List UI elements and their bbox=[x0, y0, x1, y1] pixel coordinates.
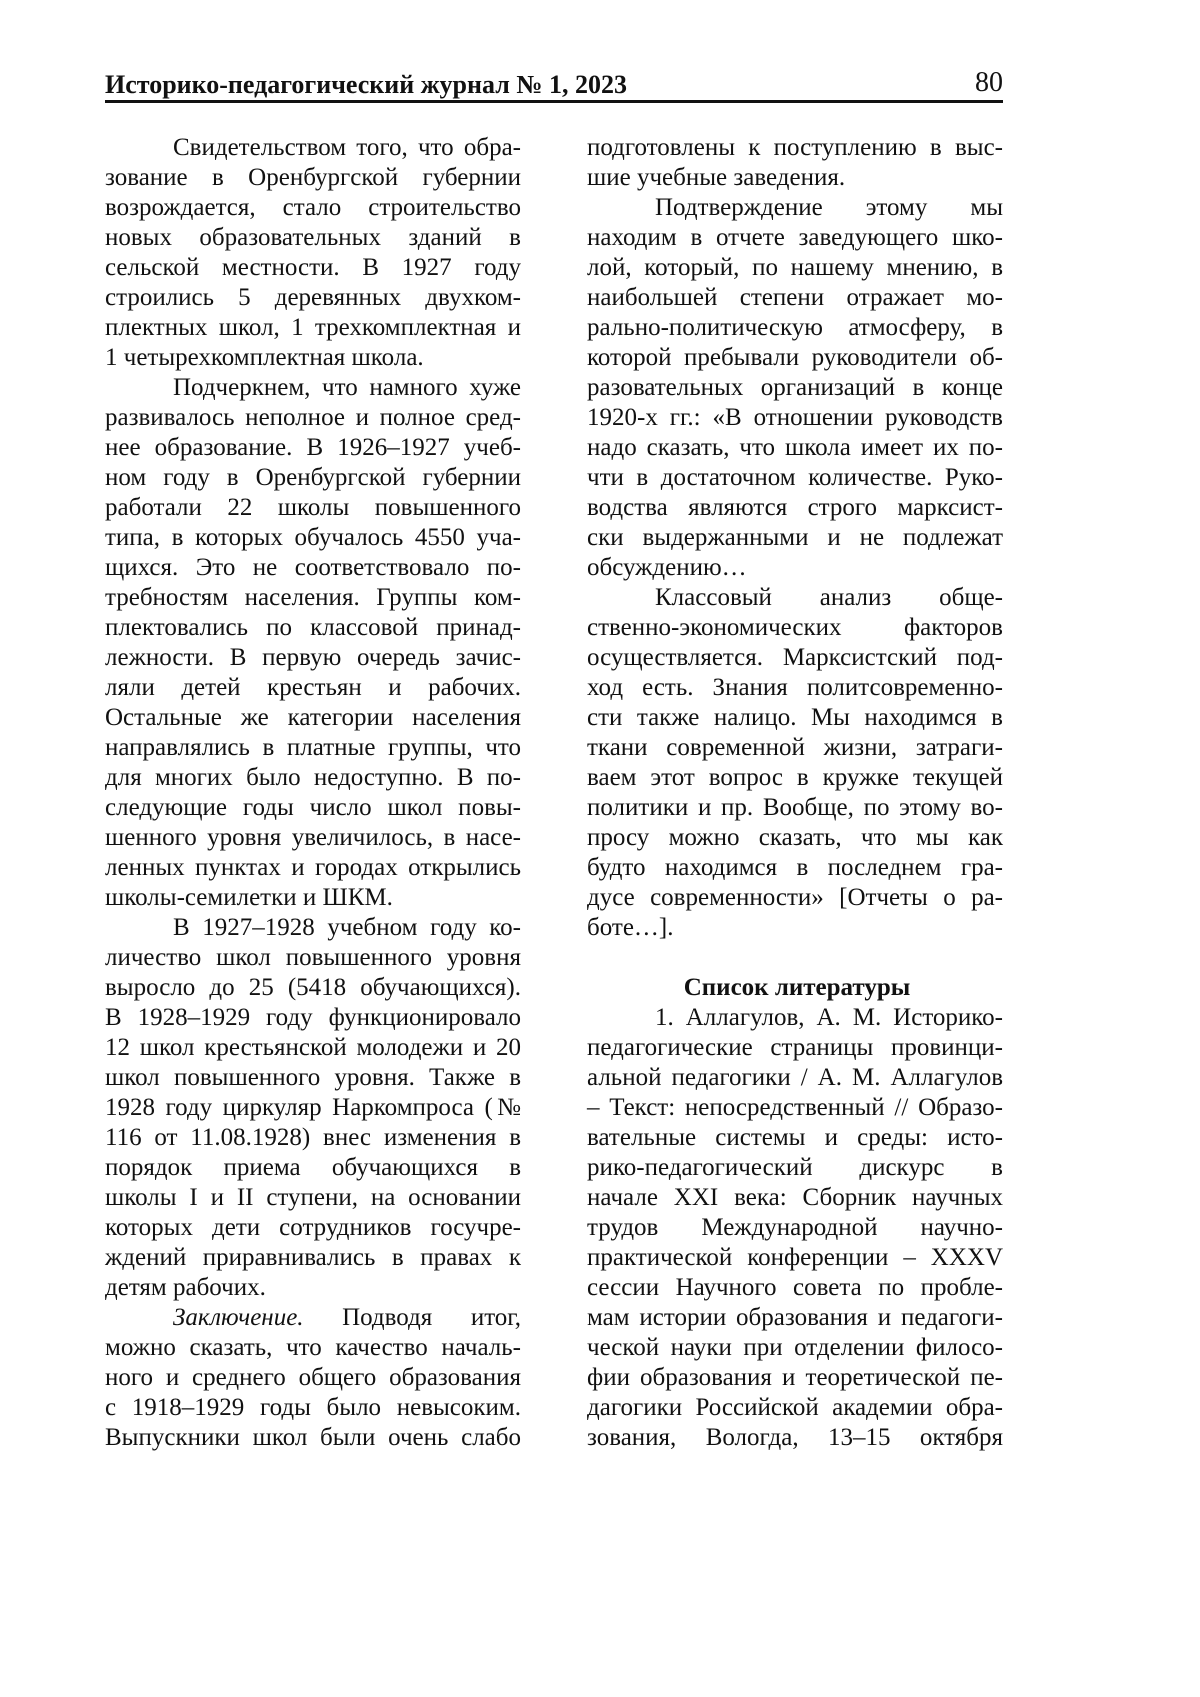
text-line: с 1918–1929 годы было невысоким. bbox=[105, 1393, 521, 1423]
right-body bbox=[587, 133, 1003, 943]
text-line bbox=[105, 1303, 521, 1333]
text-line: школ повышенного уровня. Также в bbox=[105, 1063, 521, 1093]
text-line: 1. Аллагулов, А. М. Историко- bbox=[587, 1003, 1003, 1033]
text-line: 12 школ крестьянской молодежи и 20 bbox=[105, 1033, 521, 1063]
text-line: работали 22 школы повышенного bbox=[105, 493, 521, 523]
text-line: ткани современной жизни, затраги- bbox=[587, 733, 1003, 763]
text-line: Свидетельством того, что обра- bbox=[105, 133, 521, 163]
text-line: зования, Вологда, 13–15 октября bbox=[587, 1423, 1003, 1453]
text-line: боте…]. bbox=[587, 913, 1003, 943]
text-line: щихся. Это не соответствовало по- bbox=[105, 553, 521, 583]
text-line: плектовались по классовой принад- bbox=[105, 613, 521, 643]
text-line: Подтверждение этому мы bbox=[587, 193, 1003, 223]
text-line: ляли детей крестьян и рабочих. bbox=[105, 673, 521, 703]
text-line: альной педагогики / А. М. Аллагулов bbox=[587, 1063, 1003, 1093]
text-line: В 1927–1928 учебном году ко- bbox=[105, 913, 521, 943]
text-line: рико-педагогический дискурс в bbox=[587, 1153, 1003, 1183]
text-line: подготовлены к поступлению в выс- bbox=[587, 133, 1003, 163]
text-line: осуществляется. Марксистский под- bbox=[587, 643, 1003, 673]
text-line: обсуждению… bbox=[587, 553, 1003, 583]
line-text: Подводя итог, bbox=[304, 1304, 521, 1331]
references-list bbox=[587, 1003, 1003, 1453]
text-line: школы-семилетки и ШКМ. bbox=[105, 883, 521, 913]
text-line: сельской местности. В 1927 году bbox=[105, 253, 521, 283]
text-line: 1928 году циркуляр Наркомпроса (№ bbox=[105, 1093, 521, 1123]
text-line: трудов Международной научно- bbox=[587, 1213, 1003, 1243]
text-line: сти также налицо. Мы находимся в bbox=[587, 703, 1003, 733]
text-line: Выпускники школ были очень слабо bbox=[105, 1423, 521, 1453]
text-line: ственно-экономических факторов bbox=[587, 613, 1003, 643]
text-line: рально-политическую атмосферу, в bbox=[587, 313, 1003, 343]
text-line: находим в отчете заведующего шко- bbox=[587, 223, 1003, 253]
text-line: практической конференции – XXXV bbox=[587, 1243, 1003, 1273]
text-line: Подчеркнем, что намного хуже bbox=[105, 373, 521, 403]
text-line: фии образования и теоретической пе- bbox=[587, 1363, 1003, 1393]
italic-lead: Заключение. bbox=[173, 1304, 304, 1331]
text-line: строились 5 деревянных двухком- bbox=[105, 283, 521, 313]
text-line: плектных школ, 1 трехкомплектная и bbox=[105, 313, 521, 343]
text-line: Классовый анализ обще- bbox=[587, 583, 1003, 613]
page-number: 80 bbox=[975, 66, 1003, 100]
text-line: ленных пунктах и городах открылись bbox=[105, 853, 521, 883]
text-line: лежности. В первую очередь зачис- bbox=[105, 643, 521, 673]
text-line: шие учебные заведения. bbox=[587, 163, 1003, 193]
text-line: ного и среднего общего образования bbox=[105, 1363, 521, 1393]
text-line: 116 от 11.08.1928) внес изменения в bbox=[105, 1123, 521, 1153]
text-line: ски выдержанными и не подлежат bbox=[587, 523, 1003, 553]
text-line: педагогические страницы провинци- bbox=[587, 1033, 1003, 1063]
text-line: школы I и II ступени, на основании bbox=[105, 1183, 521, 1213]
text-line: требностям населения. Группы ком- bbox=[105, 583, 521, 613]
text-line: нее образование. В 1926–1927 учеб- bbox=[105, 433, 521, 463]
text-line: для многих было недоступно. В по- bbox=[105, 763, 521, 793]
text-line: ждений приравнивались в правах к bbox=[105, 1243, 521, 1273]
text-line: будто находимся в последнем гра- bbox=[587, 853, 1003, 883]
text-line: следующие годы число школ повы- bbox=[105, 793, 521, 823]
text-line: типа, в которых обучалось 4550 уча- bbox=[105, 523, 521, 553]
header-rule bbox=[105, 100, 1003, 103]
text-line: дагогики Российской академии обра- bbox=[587, 1393, 1003, 1423]
left-column bbox=[105, 133, 521, 1453]
text-line: направлялись в платные группы, что bbox=[105, 733, 521, 763]
text-line: надо сказать, что школа имеет их по- bbox=[587, 433, 1003, 463]
text-line: наибольшей степени отражает мо- bbox=[587, 283, 1003, 313]
text-line: политики и пр. Вообще, по этому во- bbox=[587, 793, 1003, 823]
right-column bbox=[587, 133, 1003, 1453]
text-line: вательные системы и среды: исто- bbox=[587, 1123, 1003, 1153]
text-line: которой пребывали руководители об- bbox=[587, 343, 1003, 373]
text-line: мам истории образования и педагоги- bbox=[587, 1303, 1003, 1333]
text-line: развивалось неполное и полное сред- bbox=[105, 403, 521, 433]
references-heading: Список литературы bbox=[587, 973, 1003, 1003]
text-line: детям рабочих. bbox=[105, 1273, 521, 1303]
text-line: просу можно сказать, что мы как bbox=[587, 823, 1003, 853]
text-line: разовательных организаций в конце bbox=[587, 373, 1003, 403]
text-line: новых образовательных зданий в bbox=[105, 223, 521, 253]
text-line: личество школ повышенного уровня bbox=[105, 943, 521, 973]
text-line: сессии Научного совета по пробле- bbox=[587, 1273, 1003, 1303]
text-line: ход есть. Знания политсовременно- bbox=[587, 673, 1003, 703]
text-line: дусе современности» [Отчеты о ра- bbox=[587, 883, 1003, 913]
text-line: чти в достаточном количестве. Руко- bbox=[587, 463, 1003, 493]
text-line: ваем этот вопрос в кружке текущей bbox=[587, 763, 1003, 793]
text-line: ном году в Оренбургской губернии bbox=[105, 463, 521, 493]
text-line: которых дети сотрудников госучре- bbox=[105, 1213, 521, 1243]
text-line: водства являются строго марксист- bbox=[587, 493, 1003, 523]
text-line: 1 четырехкомплектная школа. bbox=[105, 343, 521, 373]
text-line: шенного уровня увеличилось, в насе- bbox=[105, 823, 521, 853]
text-line: Остальные же категории населения bbox=[105, 703, 521, 733]
text-line: ческой науки при отделении филосо- bbox=[587, 1333, 1003, 1363]
text-line: выросло до 25 (5418 обучающихся). bbox=[105, 973, 521, 1003]
journal-title: Историко-педагогический журнал № 1, 2023 bbox=[105, 68, 627, 102]
text-line: можно сказать, что качество началь- bbox=[105, 1333, 521, 1363]
text-line: возрождается, стало строительство bbox=[105, 193, 521, 223]
text-line: порядок приема обучающихся в bbox=[105, 1153, 521, 1183]
text-line: начале XXI века: Сборник научных bbox=[587, 1183, 1003, 1213]
text-line: 1920-х гг.: «В отношении руководств bbox=[587, 403, 1003, 433]
text-line: зование в Оренбургской губернии bbox=[105, 163, 521, 193]
text-line: лой, который, по нашему мнению, в bbox=[587, 253, 1003, 283]
text-line: В 1928–1929 году функционировало bbox=[105, 1003, 521, 1033]
text-line: – Текст: непосредственный // Образо- bbox=[587, 1093, 1003, 1123]
running-header bbox=[105, 68, 1003, 102]
